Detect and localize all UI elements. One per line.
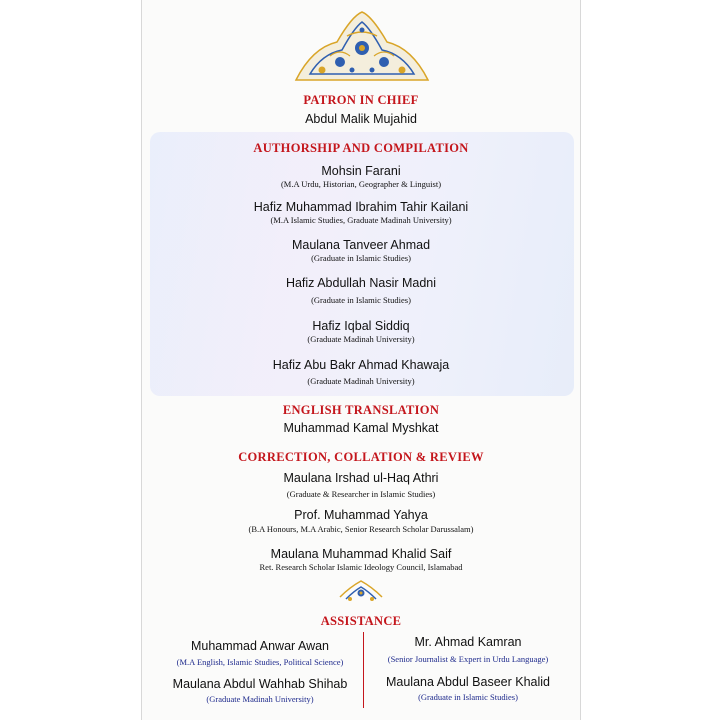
- author-credentials: (M.A Islamic Studies, Graduate Madinah University): [270, 215, 452, 225]
- assistant-credentials: (Graduate Madinah University): [206, 694, 314, 704]
- list-item: [368, 634, 568, 665]
- reviewer-name: Maulana Muhammad Khalid Saif: [270, 547, 452, 561]
- list-item: [142, 199, 580, 226]
- assistance-heading-wrap: [142, 614, 580, 629]
- list-item: [142, 237, 580, 264]
- list-item: [142, 470, 580, 500]
- author-name: Hafiz Abdullah Nasir Madni: [285, 276, 437, 290]
- author-name: Mohsin Farani: [321, 164, 401, 178]
- author-name: Hafiz Iqbal Siddiq: [312, 319, 410, 333]
- reviewer-credentials: Ret. Research Scholar Islamic Ideology Council, Islamabad: [259, 562, 463, 572]
- authorship-heading-wrap: [142, 141, 580, 156]
- assistant-credentials: (Senior Journalist & Expert in Urdu Language): [387, 654, 549, 664]
- translator-name: Muhammad Kamal Myshkat: [283, 421, 439, 435]
- reviewer-name: Prof. Muhammad Yahya: [294, 508, 428, 522]
- list-item: [160, 676, 360, 705]
- assistant-credentials: (M.A English, Islamic Studies, Political Science): [176, 657, 344, 667]
- translation-section: [142, 403, 580, 436]
- assistance-column-divider: [363, 632, 364, 708]
- authorship-heading: AUTHORSHIP AND COMPILATION: [253, 141, 469, 155]
- assistant-name: Maulana Abdul Wahhab Shihab: [172, 677, 348, 691]
- reviewer-credentials: (B.A Honours, M.A Arabic, Senior Research Scholar Darussalam): [248, 524, 474, 534]
- author-credentials: (M.A Urdu, Historian, Geographer & Linguist): [280, 179, 442, 189]
- correction-heading-wrap: [142, 450, 580, 465]
- correction-heading: CORRECTION, COLLATION & REVIEW: [238, 450, 484, 464]
- assistant-name: Maulana Abdul Baseer Khalid: [385, 675, 550, 689]
- author-credentials: (Graduate in Islamic Studies): [311, 295, 411, 305]
- assistant-name: Mr. Ahmad Kamran: [414, 635, 522, 649]
- assistant-name: Muhammad Anwar Awan: [190, 639, 330, 653]
- small-floral-divider-icon: [338, 577, 384, 603]
- author-name: Hafiz Muhammad Ibrahim Tahir Kailani: [253, 200, 469, 214]
- translation-heading: ENGLISH TRANSLATION: [282, 403, 440, 417]
- assistance-heading: ASSISTANCE: [320, 614, 402, 628]
- author-name: Maulana Tanveer Ahmad: [291, 238, 431, 252]
- author-credentials: (Graduate Madinah University): [307, 376, 415, 386]
- assistant-credentials: (Graduate in Islamic Studies): [418, 692, 518, 702]
- author-name: Hafiz Abu Bakr Ahmad Khawaja: [272, 358, 450, 372]
- list-item: [142, 163, 580, 190]
- list-item: [142, 507, 580, 535]
- patron-heading: PATRON IN CHIEF: [303, 93, 419, 107]
- patron-name: Abdul Malik Mujahid: [305, 112, 417, 126]
- reviewer-credentials: (Graduate & Researcher in Islamic Studies): [286, 489, 436, 499]
- author-credentials: (Graduate in Islamic Studies): [311, 253, 411, 263]
- patron-section: [142, 93, 580, 127]
- list-item: [142, 275, 580, 306]
- list-item: [160, 638, 360, 668]
- list-item: [368, 674, 568, 703]
- credits-page: [141, 0, 581, 720]
- list-item: [142, 357, 580, 387]
- top-floral-ornament-icon: [292, 8, 432, 82]
- author-credentials: (Graduate Madinah University): [307, 334, 415, 344]
- reviewer-name: Maulana Irshad ul-Haq Athri: [283, 471, 439, 485]
- list-item: [142, 318, 580, 345]
- list-item: [142, 546, 580, 573]
